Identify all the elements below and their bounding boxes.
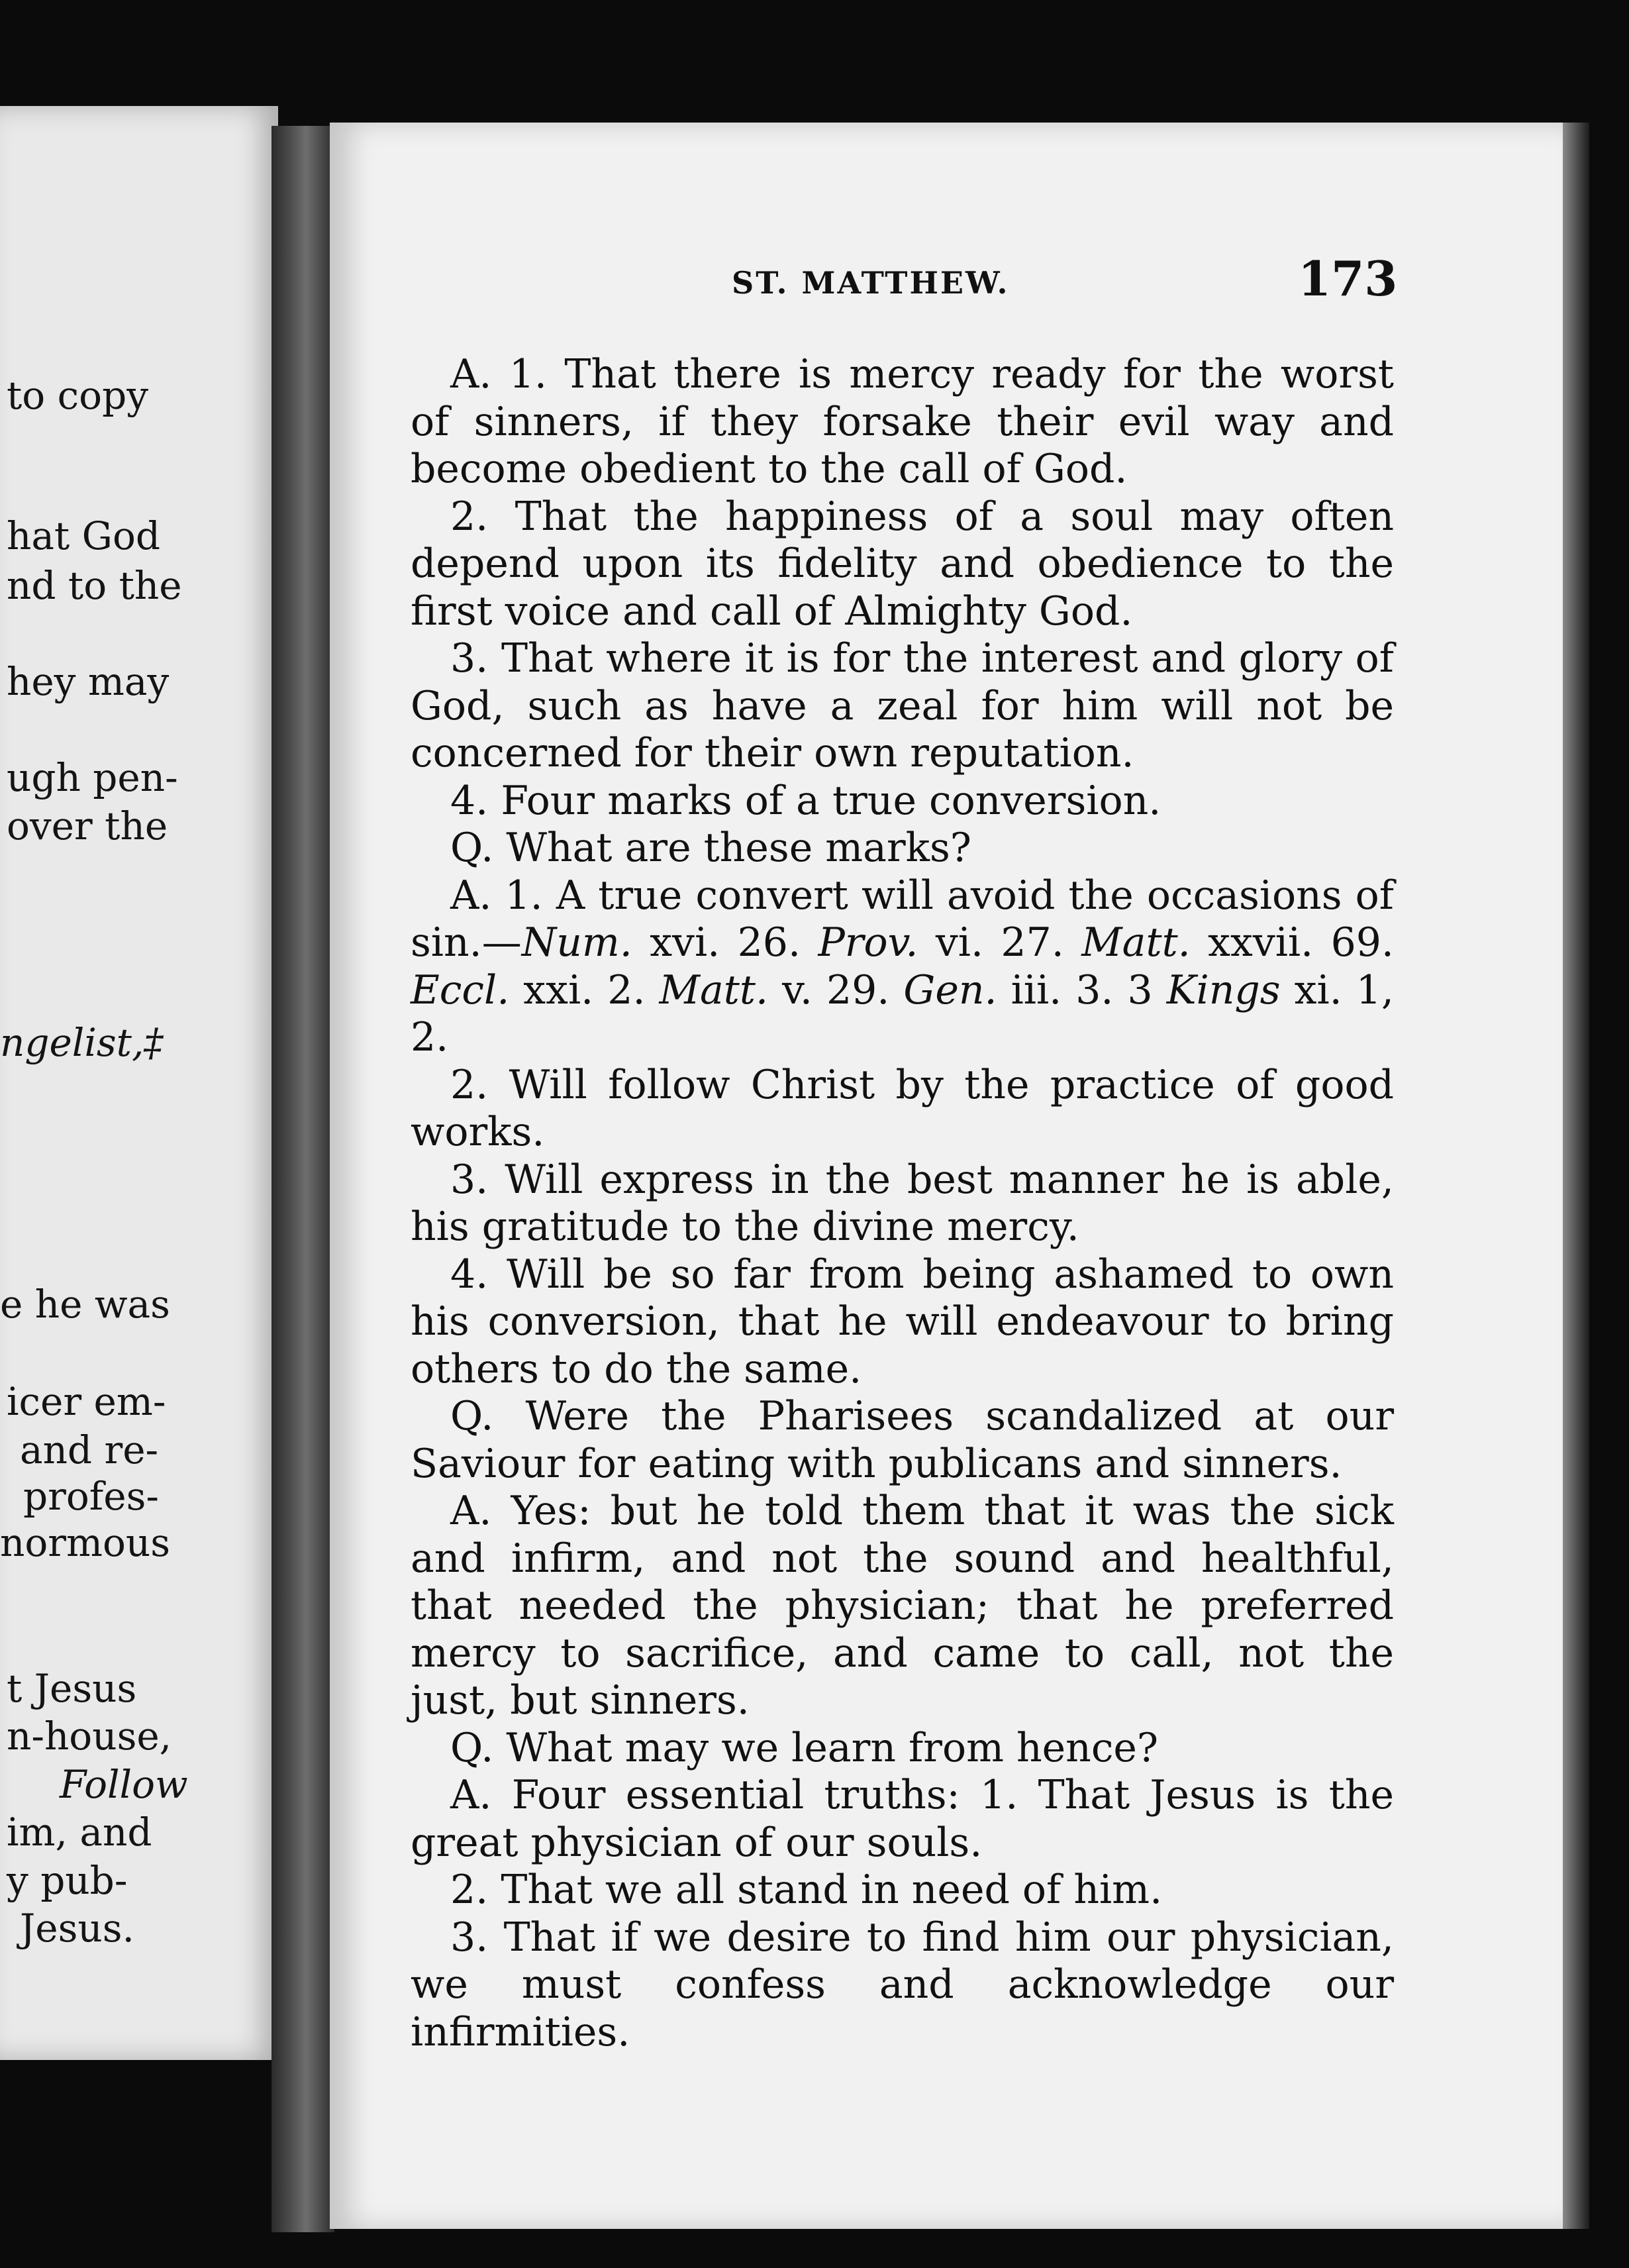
- paragraph: [411, 872, 1394, 1062]
- text-run: 2. That we all stand in need of him.: [450, 1867, 1163, 1913]
- facing-fragment: nd to the: [7, 563, 182, 608]
- paragraph: [411, 778, 1394, 825]
- facing-fragment: ugh pen-: [7, 755, 178, 800]
- body-text: [411, 351, 1394, 2056]
- paragraph: [411, 1772, 1394, 1867]
- text-run: xvi. 26.: [632, 919, 818, 966]
- text-run: Q. What may we learn from hence?: [450, 1724, 1159, 1771]
- text-run: 3. Will express in the best manner he is able, his gratitude to the divine mercy.: [411, 1156, 1394, 1250]
- text-run: xxvii. 69.: [1190, 919, 1395, 966]
- text-run: Q. What are these marks?: [450, 825, 971, 871]
- page-number: 173: [1298, 250, 1398, 307]
- facing-fragment: icer em-: [7, 1379, 166, 1424]
- facing-fragment: hat God: [7, 513, 161, 558]
- citation: Kings: [1166, 966, 1281, 1013]
- running-head: ST. MATTHEW.: [732, 265, 1010, 301]
- paragraph: [411, 351, 1394, 493]
- text-run: A. Yes: but he told them that it was the sick and infirm, and not the sound and healthful, that needed the physician; that he preferred mercy to sacrifice, and came to call, not the just, but sinners.: [411, 1488, 1394, 1724]
- facing-fragment: im, and: [7, 1810, 152, 1855]
- book-gutter: [272, 126, 334, 2232]
- facing-fragment: normous: [0, 1520, 171, 1565]
- text-run: v. 29.: [768, 966, 904, 1013]
- paragraph: [411, 635, 1394, 778]
- text-run: 4. Will be so far from being ashamed to own his conversion, that he will endeavour to bring others to do the same.: [411, 1251, 1394, 1392]
- text-run: Q. Were the Pharisees scandalized at our Saviour for eating with publicans and sinners.: [411, 1393, 1394, 1487]
- paragraph: [411, 1914, 1394, 2057]
- citation: Matt.: [659, 966, 769, 1013]
- facing-fragment: to copy: [7, 373, 148, 418]
- facing-fragment: Jesus.: [20, 1906, 134, 1951]
- paragraph: [411, 1062, 1394, 1157]
- text-run: 2. That the happiness of a soul may often depend upon its fidelity and obedience to the first voice and call of Almighty God.: [411, 493, 1394, 635]
- citation: Gen.: [903, 966, 997, 1013]
- citation: Matt.: [1081, 919, 1191, 966]
- citation: Prov.: [818, 919, 918, 966]
- text-run: xxi. 2.: [509, 966, 660, 1013]
- text-run: A. 1. That there is mercy ready for the worst of sinners, if they forsake their evil way and become obedient to the call of God.: [411, 351, 1394, 492]
- paragraph: [411, 1157, 1394, 1251]
- facing-fragment: ngelist,‡: [0, 1020, 164, 1065]
- facing-fragment: hey may: [7, 659, 170, 704]
- citation: Eccl.: [411, 966, 510, 1013]
- text-run: 3. That where it is for the interest and glory of God, such as have a zeal for him will not be concerned for their own reputation.: [411, 635, 1394, 776]
- text-run: A. 1. A true convert will avoid the occasions of sin.—: [411, 872, 1394, 966]
- paragraph: [411, 1393, 1394, 1488]
- paragraph: [411, 1867, 1394, 1914]
- text-run: vi. 27.: [918, 919, 1082, 966]
- paragraph: [411, 1488, 1394, 1725]
- facing-fragment: Follow: [60, 1762, 188, 1807]
- paragraph: [411, 825, 1394, 872]
- text-run: 3. That if we desire to find him our physician, we must confess and acknowledge our infirmities.: [411, 1914, 1394, 2055]
- text-run: iii. 3. 3: [997, 966, 1167, 1013]
- facing-fragment: profes-: [23, 1474, 159, 1519]
- text-run: xi. 1, 2.: [411, 966, 1394, 1060]
- facing-fragment: y pub-: [7, 1858, 128, 1903]
- page-edge: [1563, 123, 1589, 2229]
- paragraph: [411, 493, 1394, 636]
- text-run: 2. Will follow Christ by the practice of good works.: [411, 1061, 1394, 1155]
- facing-fragment: over the: [7, 803, 168, 849]
- facing-fragment: and re-: [20, 1427, 159, 1472]
- facing-fragment: e he was: [0, 1282, 170, 1327]
- paragraph: [411, 1725, 1394, 1773]
- text-run: A. Four essential truths: 1. That Jesus is the great physician of our souls.: [411, 1772, 1394, 1866]
- facing-fragment: t Jesus: [7, 1666, 137, 1711]
- citation: Num.: [521, 919, 632, 966]
- facing-fragment: n-house,: [7, 1714, 172, 1759]
- paragraph: [411, 1251, 1394, 1394]
- text-run: 4. Four marks of a true conversion.: [450, 777, 1161, 824]
